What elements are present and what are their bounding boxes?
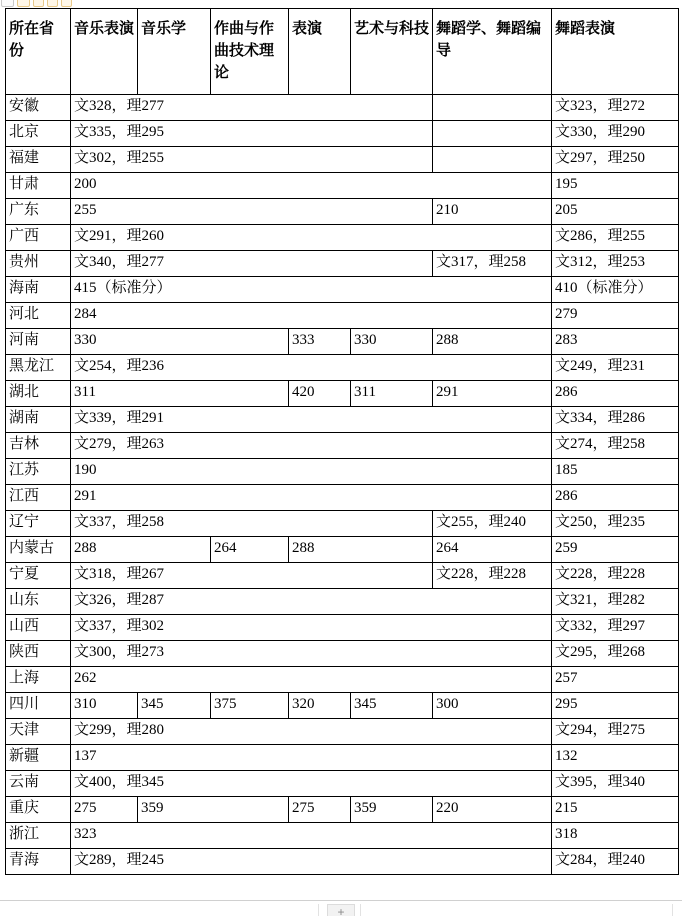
cell-province[interactable]: 云南 bbox=[6, 771, 71, 797]
cell-score[interactable]: 359 bbox=[351, 797, 433, 823]
cell-score[interactable]: 文291，理260 bbox=[71, 225, 552, 251]
table-row bbox=[6, 303, 679, 329]
cell-score[interactable]: 文295，理268 bbox=[552, 641, 679, 667]
cell-province[interactable]: 江苏 bbox=[6, 459, 71, 485]
toolbar-sliver bbox=[0, 0, 682, 8]
cell-score[interactable]: 410（标准分） bbox=[552, 277, 679, 303]
cell-score[interactable]: 文299，理280 bbox=[71, 719, 552, 745]
cell-province[interactable]: 广东 bbox=[6, 199, 71, 225]
cell-score[interactable]: 195 bbox=[552, 173, 679, 199]
table-row bbox=[6, 459, 679, 485]
sheet-tab-divider bbox=[360, 904, 361, 916]
sheet-tab-bar bbox=[0, 900, 682, 916]
cell-score[interactable]: 286 bbox=[552, 485, 679, 511]
cell-score[interactable]: 288 bbox=[433, 329, 552, 355]
cell-score[interactable]: 323 bbox=[71, 823, 552, 849]
cell-score[interactable]: 文249，理231 bbox=[552, 355, 679, 381]
table-row bbox=[6, 823, 679, 849]
cell-score[interactable]: 137 bbox=[71, 745, 552, 771]
cell-score[interactable]: 333 bbox=[289, 329, 351, 355]
cell-score[interactable]: 文279，理263 bbox=[71, 433, 552, 459]
table-body bbox=[6, 95, 679, 875]
cell-score[interactable]: 275 bbox=[71, 797, 138, 823]
cell-province[interactable]: 内蒙古 bbox=[6, 537, 71, 563]
cell-province[interactable]: 湖南 bbox=[6, 407, 71, 433]
cell-province[interactable]: 陕西 bbox=[6, 641, 71, 667]
toolbar-chip[interactable] bbox=[1, 0, 14, 7]
cell-province[interactable]: 浙江 bbox=[6, 823, 71, 849]
cell-score[interactable] bbox=[433, 121, 552, 147]
column-header-composition: 作曲与作曲技术理论 bbox=[211, 9, 289, 95]
cell-score[interactable]: 200 bbox=[71, 173, 552, 199]
cell-province[interactable]: 河南 bbox=[6, 329, 71, 355]
table-row bbox=[6, 355, 679, 381]
cell-score[interactable]: 291 bbox=[433, 381, 552, 407]
column-header-musicology: 音乐学 bbox=[138, 9, 211, 95]
cell-score[interactable]: 220 bbox=[433, 797, 552, 823]
cell-province[interactable]: 河北 bbox=[6, 303, 71, 329]
cell-score[interactable]: 320 bbox=[289, 693, 351, 719]
cell-score[interactable]: 文395，理340 bbox=[552, 771, 679, 797]
cell-score[interactable]: 文289，理245 bbox=[71, 849, 552, 875]
cell-score[interactable]: 文400，理345 bbox=[71, 771, 552, 797]
column-header-province: 所在省份 bbox=[6, 9, 71, 95]
cell-score[interactable]: 文330，理290 bbox=[552, 121, 679, 147]
table-header-row bbox=[6, 9, 679, 95]
cell-score[interactable]: 文312，理253 bbox=[552, 251, 679, 277]
cell-score[interactable]: 185 bbox=[552, 459, 679, 485]
cell-score[interactable]: 文323，理272 bbox=[552, 95, 679, 121]
cell-province[interactable]: 青海 bbox=[6, 849, 71, 875]
table-row bbox=[6, 849, 679, 875]
column-header-acting: 表演 bbox=[289, 9, 351, 95]
cell-score[interactable]: 345 bbox=[351, 693, 433, 719]
toolbar-chip[interactable] bbox=[33, 0, 44, 7]
table-row bbox=[6, 693, 679, 719]
cell-score[interactable]: 文254，理236 bbox=[71, 355, 552, 381]
table-row bbox=[6, 667, 679, 693]
toolbar-chip[interactable] bbox=[17, 0, 30, 7]
table-row bbox=[6, 485, 679, 511]
cell-score[interactable]: 318 bbox=[552, 823, 679, 849]
cell-province[interactable]: 重庆 bbox=[6, 797, 71, 823]
cell-score[interactable]: 205 bbox=[552, 199, 679, 225]
cell-score[interactable]: 291 bbox=[71, 485, 552, 511]
cell-score[interactable]: 文328，理277 bbox=[71, 95, 433, 121]
cell-score[interactable]: 文334，理286 bbox=[552, 407, 679, 433]
cell-province[interactable]: 山西 bbox=[6, 615, 71, 641]
admission-score-table bbox=[5, 8, 679, 875]
sheet-tab-divider bbox=[672, 904, 673, 916]
cell-score[interactable]: 文335，理295 bbox=[71, 121, 433, 147]
table-row bbox=[6, 225, 679, 251]
cell-score[interactable]: 284 bbox=[71, 303, 552, 329]
cell-score[interactable]: 文317，理258 bbox=[433, 251, 552, 277]
cell-score[interactable]: 275 bbox=[289, 797, 351, 823]
cell-score[interactable]: 文326，理287 bbox=[71, 589, 552, 615]
table-row bbox=[6, 797, 679, 823]
table-row bbox=[6, 199, 679, 225]
cell-province[interactable]: 江西 bbox=[6, 485, 71, 511]
cell-province[interactable]: 新疆 bbox=[6, 745, 71, 771]
cell-score[interactable]: 文228，理228 bbox=[433, 563, 552, 589]
table-row bbox=[6, 147, 679, 173]
cell-score[interactable]: 288 bbox=[289, 537, 433, 563]
cell-province[interactable]: 广西 bbox=[6, 225, 71, 251]
cell-score[interactable]: 255 bbox=[71, 199, 433, 225]
table-row bbox=[6, 589, 679, 615]
cell-score[interactable]: 420 bbox=[289, 381, 351, 407]
cell-province[interactable]: 山东 bbox=[6, 589, 71, 615]
cell-score[interactable]: 文340，理277 bbox=[71, 251, 433, 277]
table-row bbox=[6, 251, 679, 277]
cell-score[interactable]: 文250，理235 bbox=[552, 511, 679, 537]
table-row bbox=[6, 511, 679, 537]
cell-province[interactable]: 甘肃 bbox=[6, 173, 71, 199]
cell-score[interactable]: 259 bbox=[552, 537, 679, 563]
cell-score[interactable]: 262 bbox=[71, 667, 552, 693]
cell-score[interactable]: 文318，理267 bbox=[71, 563, 433, 589]
cell-province[interactable]: 吉林 bbox=[6, 433, 71, 459]
cell-province[interactable]: 安徽 bbox=[6, 95, 71, 121]
cell-province[interactable]: 福建 bbox=[6, 147, 71, 173]
table-row bbox=[6, 563, 679, 589]
cell-score[interactable]: 264 bbox=[433, 537, 552, 563]
cell-score[interactable]: 文284，理240 bbox=[552, 849, 679, 875]
cell-score[interactable]: 190 bbox=[71, 459, 552, 485]
table-row bbox=[6, 719, 679, 745]
sheet-tab-divider bbox=[318, 904, 319, 916]
cell-score[interactable]: 311 bbox=[71, 381, 289, 407]
table-row bbox=[6, 407, 679, 433]
column-header-music-performance: 音乐表演 bbox=[71, 9, 138, 95]
cell-score[interactable]: 330 bbox=[71, 329, 289, 355]
cell-province[interactable]: 海南 bbox=[6, 277, 71, 303]
table-row bbox=[6, 95, 679, 121]
cell-score[interactable]: 210 bbox=[433, 199, 552, 225]
column-header-dance-studies-choreography: 舞蹈学、舞蹈编导 bbox=[433, 9, 552, 95]
table-row bbox=[6, 615, 679, 641]
table-row bbox=[6, 277, 679, 303]
cell-score[interactable]: 415（标准分） bbox=[71, 277, 552, 303]
cell-score[interactable]: 文300，理273 bbox=[71, 641, 552, 667]
cell-score[interactable]: 文294，理275 bbox=[552, 719, 679, 745]
cell-score[interactable]: 283 bbox=[552, 329, 679, 355]
cell-score[interactable]: 文302，理255 bbox=[71, 147, 433, 173]
cell-score[interactable]: 288 bbox=[71, 537, 211, 563]
table-row bbox=[6, 121, 679, 147]
cell-score[interactable]: 文297，理250 bbox=[552, 147, 679, 173]
add-sheet-button[interactable]: + bbox=[327, 904, 355, 916]
cell-score[interactable]: 345 bbox=[138, 693, 211, 719]
cell-province[interactable]: 湖北 bbox=[6, 381, 71, 407]
cell-province[interactable]: 辽宁 bbox=[6, 511, 71, 537]
cell-score[interactable]: 310 bbox=[71, 693, 138, 719]
cell-province[interactable]: 天津 bbox=[6, 719, 71, 745]
column-header-art-and-technology: 艺术与科技 bbox=[351, 9, 433, 95]
cell-score[interactable]: 文321，理282 bbox=[552, 589, 679, 615]
cell-score[interactable]: 文339，理291 bbox=[71, 407, 552, 433]
cell-score[interactable]: 文337，理302 bbox=[71, 615, 552, 641]
cell-province[interactable]: 宁夏 bbox=[6, 563, 71, 589]
spreadsheet-area bbox=[0, 8, 682, 916]
cell-score[interactable]: 文337，理258 bbox=[71, 511, 433, 537]
cell-score[interactable]: 330 bbox=[351, 329, 433, 355]
cell-score[interactable]: 文274，理258 bbox=[552, 433, 679, 459]
cell-score[interactable]: 文332，理297 bbox=[552, 615, 679, 641]
cell-score[interactable]: 132 bbox=[552, 745, 679, 771]
cell-score[interactable]: 279 bbox=[552, 303, 679, 329]
cell-score[interactable]: 311 bbox=[351, 381, 433, 407]
cell-province[interactable]: 北京 bbox=[6, 121, 71, 147]
toolbar-chip[interactable] bbox=[47, 0, 58, 7]
cell-score[interactable]: 文286，理255 bbox=[552, 225, 679, 251]
table-row bbox=[6, 771, 679, 797]
table-row bbox=[6, 381, 679, 407]
cell-province[interactable]: 四川 bbox=[6, 693, 71, 719]
cell-score[interactable]: 文255，理240 bbox=[433, 511, 552, 537]
table-row bbox=[6, 745, 679, 771]
cell-score[interactable]: 215 bbox=[552, 797, 679, 823]
table-row bbox=[6, 329, 679, 355]
cell-score[interactable] bbox=[433, 147, 552, 173]
cell-province[interactable]: 上海 bbox=[6, 667, 71, 693]
cell-score[interactable]: 375 bbox=[211, 693, 289, 719]
table-row bbox=[6, 173, 679, 199]
toolbar-chip[interactable] bbox=[61, 0, 72, 7]
table-row bbox=[6, 537, 679, 563]
cell-province[interactable]: 黑龙江 bbox=[6, 355, 71, 381]
cell-score[interactable]: 295 bbox=[552, 693, 679, 719]
column-header-dance-performance: 舞蹈表演 bbox=[552, 9, 679, 95]
cell-score[interactable]: 文228，理228 bbox=[552, 563, 679, 589]
cell-score[interactable]: 286 bbox=[552, 381, 679, 407]
cell-score[interactable]: 300 bbox=[433, 693, 552, 719]
cell-score[interactable]: 257 bbox=[552, 667, 679, 693]
table-row bbox=[6, 641, 679, 667]
table-row bbox=[6, 433, 679, 459]
cell-score[interactable]: 359 bbox=[138, 797, 289, 823]
cell-province[interactable]: 贵州 bbox=[6, 251, 71, 277]
cell-score[interactable] bbox=[433, 95, 552, 121]
cell-score[interactable]: 264 bbox=[211, 537, 289, 563]
